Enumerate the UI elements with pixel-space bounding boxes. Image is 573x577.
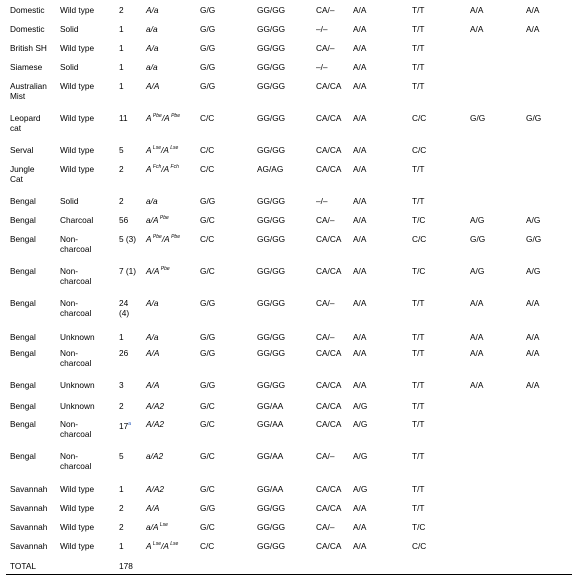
phenotype-cell: Wild type: [60, 5, 95, 15]
breed-cell: Jungle Cat: [10, 164, 35, 184]
genotype-cell-c1: G/G: [200, 348, 216, 358]
genotype-cell-c4: A/A: [353, 541, 367, 551]
genotype-cell-c3: CA/CA: [316, 541, 342, 551]
genotype-cell-c2: GG/GG: [257, 145, 286, 155]
genotype-cell-c7: A/A: [526, 380, 540, 390]
genotype-cell-c7: A/A: [526, 298, 540, 308]
phenotype-cell: Wild type: [60, 522, 95, 532]
asip-genotype-cell: A/A2: [146, 401, 165, 411]
genotype-cell-c6: A/A: [470, 380, 484, 390]
genotype-cell-c4: A/A: [353, 62, 367, 72]
total-value: 178: [119, 561, 133, 571]
genotype-cell-c5: C/C: [412, 234, 427, 244]
genotype-cell-c6: A/G: [470, 266, 485, 276]
genotype-cell-c3: CA/–: [316, 43, 335, 53]
genotype-cell-c2: GG/GG: [257, 348, 286, 358]
phenotype-cell: Non- charcoal: [60, 266, 92, 286]
genotype-cell-c3: CA/–: [316, 332, 335, 342]
genotype-cell-c1: G/G: [200, 5, 216, 15]
phenotype-cell: Wild type: [60, 145, 95, 155]
genotype-cell-c2: GG/GG: [257, 380, 286, 390]
genotype-cell-c7: A/A: [526, 5, 540, 15]
phenotype-cell: Wild type: [60, 81, 95, 91]
genotype-cell-c5: T/T: [412, 24, 425, 34]
genotype-cell-c5: C/C: [412, 541, 427, 551]
count-cell: 2: [119, 503, 124, 513]
genotype-cell-c3: CA/–: [316, 5, 335, 15]
count-cell: 5 (3): [119, 234, 137, 244]
genotype-cell-c2: AG/AG: [257, 164, 284, 174]
genotype-cell-c1: G/G: [200, 196, 216, 206]
bottom-rule: [6, 574, 572, 575]
genotype-cell-c5: T/T: [412, 332, 425, 342]
phenotype-cell: Solid: [60, 196, 79, 206]
asip-genotype-cell: A $^{Pbe}$/A $^{Pbe}$: [146, 234, 180, 244]
genotype-cell-c4: A/G: [353, 451, 368, 461]
genotype-cell-c2: GG/GG: [257, 5, 286, 15]
genotype-cell-c6: G/G: [470, 113, 486, 123]
genotype-cell-c5: T/T: [412, 484, 425, 494]
count-cell: 2: [119, 522, 124, 532]
breed-cell: Bengal: [10, 196, 36, 206]
phenotype-cell: Wild type: [60, 113, 95, 123]
genotype-cell-c2: GG/AA: [257, 451, 284, 461]
count-cell: 1: [119, 541, 124, 551]
genotype-cell-c7: A/A: [526, 332, 540, 342]
genotype-cell-c2: GG/GG: [257, 503, 286, 513]
phenotype-cell: Solid: [60, 24, 79, 34]
breed-cell: Bengal: [10, 401, 36, 411]
genotype-cell-c4: A/A: [353, 266, 367, 276]
genotype-cell-c1: G/G: [200, 332, 216, 342]
count-cell: 24 (4): [119, 298, 130, 318]
genotype-cell-c2: GG/AA: [257, 484, 284, 494]
genotype-cell-c3: –/–: [316, 62, 328, 72]
breed-cell: Australian Mist: [10, 81, 47, 101]
asip-genotype-cell: A/A2: [146, 419, 165, 429]
genotype-cell-c3: CA/CA: [316, 234, 342, 244]
count-cell: 5: [119, 145, 124, 155]
breed-cell: Siamese: [10, 62, 43, 72]
genotype-cell-c2: GG/GG: [257, 24, 286, 34]
genotype-cell-c5: C/C: [412, 145, 427, 155]
genotype-cell-c2: GG/GG: [257, 266, 286, 276]
genotype-cell-c4: A/A: [353, 215, 367, 225]
phenotype-cell: Wild type: [60, 43, 95, 53]
genotype-cell-c4: A/A: [353, 113, 367, 123]
genotype-cell-c6: A/A: [470, 332, 484, 342]
asip-genotype-cell: A $^{Pbe}$/A $^{Pbe}$: [146, 113, 180, 123]
genotype-cell-c6: A/A: [470, 348, 484, 358]
asip-genotype-cell: a/A $^{Lse}$: [146, 522, 168, 532]
count-cell: 5: [119, 451, 124, 461]
asip-genotype-cell: A/a: [146, 5, 159, 15]
genotype-cell-c1: G/G: [200, 43, 216, 53]
genotype-cell-c7: A/A: [526, 24, 540, 34]
genotype-cell-c4: A/A: [353, 5, 367, 15]
genotype-cell-c4: A/A: [353, 24, 367, 34]
genotype-cell-c1: G/C: [200, 401, 215, 411]
genotype-cell-c1: G/G: [200, 81, 216, 91]
genotype-cell-c7: G/G: [526, 234, 542, 244]
genotype-cell-c1: G/G: [200, 62, 216, 72]
genotype-cell-c6: A/A: [470, 298, 484, 308]
count-cell: 2: [119, 164, 124, 174]
phenotype-cell: Wild type: [60, 164, 95, 174]
phenotype-cell: Charcoal: [60, 215, 94, 225]
asip-genotype-cell: A/a: [146, 43, 159, 53]
genotype-cell-c6: A/A: [470, 5, 484, 15]
footnote-link[interactable]: a: [128, 421, 132, 427]
asip-genotype-cell: A/A: [146, 380, 160, 390]
phenotype-cell: Unknown: [60, 332, 95, 342]
breed-cell: Domestic: [10, 5, 45, 15]
genotype-cell-c1: G/G: [200, 503, 216, 513]
genotype-cell-c5: T/T: [412, 298, 425, 308]
genotype-cell-c5: C/C: [412, 113, 427, 123]
genotype-cell-c3: CA/CA: [316, 419, 342, 429]
genotype-cell-c1: G/C: [200, 419, 215, 429]
count-cell: 1: [119, 81, 124, 91]
genotype-cell-c3: CA/–: [316, 522, 335, 532]
asip-genotype-cell: A $^{Fch}$/A $^{Fch}$: [146, 164, 179, 174]
genotype-cell-c4: A/A: [353, 164, 367, 174]
phenotype-cell: Non- charcoal: [60, 348, 92, 368]
genotype-cell-c4: A/G: [353, 484, 368, 494]
breed-cell: Savannah: [10, 503, 48, 513]
genotype-cell-c1: G/C: [200, 266, 215, 276]
genotype-cell-c7: A/G: [526, 266, 541, 276]
genotype-cell-c3: CA/CA: [316, 266, 342, 276]
asip-genotype-cell: a/A $^{Pbe}$: [146, 215, 169, 225]
genotype-cell-c7: G/G: [526, 113, 542, 123]
genotype-cell-c5: T/T: [412, 401, 425, 411]
genotype-cell-c3: CA/–: [316, 215, 335, 225]
genotype-cell-c2: GG/GG: [257, 43, 286, 53]
genotype-cell-c4: A/A: [353, 234, 367, 244]
genotype-cell-c3: CA/CA: [316, 145, 342, 155]
genotype-cell-c3: CA/–: [316, 298, 335, 308]
count-cell: 11: [119, 113, 128, 123]
genotype-cell-c2: GG/GG: [257, 215, 286, 225]
genotype-cell-c1: G/C: [200, 522, 215, 532]
genotype-cell-c1: G/G: [200, 298, 216, 308]
genotype-cell-c2: GG/GG: [257, 62, 286, 72]
breed-cell: Bengal: [10, 419, 36, 429]
phenotype-cell: Non- charcoal: [60, 298, 92, 318]
breed-cell: Savannah: [10, 522, 48, 532]
genotype-cell-c1: G/C: [200, 451, 215, 461]
genotype-cell-c4: A/A: [353, 503, 367, 513]
asip-genotype-cell: a/a: [146, 62, 158, 72]
phenotype-cell: Unknown: [60, 401, 95, 411]
genotype-cell-c4: A/A: [353, 145, 367, 155]
genotype-cell-c5: T/T: [412, 380, 425, 390]
genotype-cell-c5: T/T: [412, 503, 425, 513]
genotype-cell-c3: CA/CA: [316, 348, 342, 358]
breed-cell: Bengal: [10, 234, 36, 244]
genotype-cell-c2: GG/GG: [257, 298, 286, 308]
genotype-cell-c2: GG/GG: [257, 332, 286, 342]
breed-cell: Bengal: [10, 451, 36, 461]
asip-genotype-cell: A/A: [146, 348, 160, 358]
asip-genotype-cell: a/A2: [146, 451, 164, 461]
genotype-cell-c7: A/A: [526, 348, 540, 358]
genotype-cell-c5: T/T: [412, 419, 425, 429]
genotype-cell-c1: G/C: [200, 484, 215, 494]
genotype-cell-c5: T/C: [412, 215, 426, 225]
genotype-cell-c5: T/T: [412, 43, 425, 53]
breed-cell: Bengal: [10, 266, 36, 276]
genotype-cell-c5: T/T: [412, 348, 425, 358]
genotype-cell-c2: GG/GG: [257, 81, 286, 91]
genotype-cell-c2: GG/AA: [257, 419, 284, 429]
asip-genotype-cell: A/A $^{Pbe}$: [146, 266, 170, 276]
genotype-cell-c4: A/A: [353, 380, 367, 390]
breed-cell: Bengal: [10, 348, 36, 358]
genotype-cell-c1: C/C: [200, 145, 215, 155]
genotype-cell-c3: CA/CA: [316, 113, 342, 123]
asip-genotype-cell: a/a: [146, 24, 158, 34]
total-label: TOTAL: [10, 561, 36, 571]
genotype-cell-c5: T/T: [412, 81, 425, 91]
phenotype-cell: Solid: [60, 62, 79, 72]
phenotype-cell: Wild type: [60, 541, 95, 551]
genotype-cell-c6: A/A: [470, 24, 484, 34]
genotype-cell-c5: T/T: [412, 196, 425, 206]
genotype-cell-c2: GG/GG: [257, 541, 286, 551]
genotype-cell-c4: A/G: [353, 401, 368, 411]
breed-cell: Bengal: [10, 215, 36, 225]
count-cell: 2: [119, 196, 124, 206]
asip-genotype-cell: A $^{Lse}$/A $^{Lse}$: [146, 145, 179, 155]
asip-genotype-cell: A/A: [146, 81, 160, 91]
asip-genotype-cell: A $^{Lse}$/A $^{Lse}$: [146, 541, 179, 551]
count-cell: 1: [119, 332, 124, 342]
asip-genotype-cell: A/a: [146, 332, 159, 342]
breed-cell: Serval: [10, 145, 34, 155]
count-cell: 7 (1): [119, 266, 137, 276]
genotype-cell-c4: A/A: [353, 522, 367, 532]
breed-cell: Bengal: [10, 380, 36, 390]
count-cell: 2: [119, 5, 124, 15]
genotype-cell-c1: G/C: [200, 215, 215, 225]
genotype-cell-c4: A/A: [353, 298, 367, 308]
genotype-cell-c6: G/G: [470, 234, 486, 244]
genotype-cell-c4: A/A: [353, 81, 367, 91]
genotype-cell-c2: GG/GG: [257, 522, 286, 532]
count-cell: 1: [119, 484, 124, 494]
genotype-cell-c3: CA/CA: [316, 401, 342, 411]
genotype-cell-c5: T/T: [412, 164, 425, 174]
genotype-cell-c3: CA/CA: [316, 484, 342, 494]
genotype-cell-c5: T/T: [412, 62, 425, 72]
count-cell: 17$^a$: [119, 420, 132, 431]
genotype-cell-c1: G/G: [200, 380, 216, 390]
asip-genotype-cell: a/a: [146, 196, 158, 206]
breed-cell: British SH: [10, 43, 47, 53]
count-cell: 56: [119, 215, 129, 225]
count-cell: 26: [119, 348, 129, 358]
count-cell: 1: [119, 24, 124, 34]
genotype-cell-c2: GG/GG: [257, 113, 286, 123]
phenotype-cell: Wild type: [60, 484, 95, 494]
phenotype-cell: Non- charcoal: [60, 419, 92, 439]
asip-genotype-cell: A/A2: [146, 484, 165, 494]
phenotype-cell: Non- charcoal: [60, 451, 92, 471]
genotype-cell-c3: –/–: [316, 196, 328, 206]
genotype-cell-c3: CA/CA: [316, 164, 342, 174]
genotype-cell-c3: CA/–: [316, 451, 335, 461]
genotype-cell-c3: CA/CA: [316, 81, 342, 91]
genotype-cell-c2: GG/AA: [257, 401, 284, 411]
breed-cell: Leopard cat: [10, 113, 41, 133]
breed-cell: Bengal: [10, 298, 36, 308]
genotype-cell-c5: T/T: [412, 5, 425, 15]
genotype-cell-c3: –/–: [316, 24, 328, 34]
genotype-cell-c4: A/A: [353, 43, 367, 53]
breed-cell: Savannah: [10, 541, 48, 551]
genotype-cell-c4: A/A: [353, 196, 367, 206]
genotype-cell-c5: T/C: [412, 522, 426, 532]
phenotype-cell: Unknown: [60, 380, 95, 390]
genotype-cell-c6: A/G: [470, 215, 485, 225]
asip-genotype-cell: A/a: [146, 298, 159, 308]
breed-cell: Domestic: [10, 24, 45, 34]
genotype-cell-c1: C/C: [200, 541, 215, 551]
genotype-cell-c1: C/C: [200, 164, 215, 174]
phenotype-cell: Non- charcoal: [60, 234, 92, 254]
asip-genotype-cell: A/A: [146, 503, 160, 513]
genotype-cell-c4: A/A: [353, 348, 367, 358]
genotype-cell-c3: CA/CA: [316, 503, 342, 513]
genotype-cell-c2: GG/GG: [257, 234, 286, 244]
genotype-cell-c1: G/G: [200, 24, 216, 34]
genotype-cell-c3: CA/CA: [316, 380, 342, 390]
genotype-cell-c5: T/T: [412, 451, 425, 461]
phenotype-cell: Wild type: [60, 503, 95, 513]
genotype-cell-c2: GG/GG: [257, 196, 286, 206]
genotype-cell-c4: A/A: [353, 332, 367, 342]
count-cell: 3: [119, 380, 124, 390]
genotype-cell-c4: A/G: [353, 419, 368, 429]
count-cell: 1: [119, 62, 124, 72]
breed-cell: Savannah: [10, 484, 48, 494]
genotype-cell-c1: C/C: [200, 113, 215, 123]
breed-cell: Bengal: [10, 332, 36, 342]
count-cell: 1: [119, 43, 124, 53]
genotype-cell-c1: C/C: [200, 234, 215, 244]
genotype-cell-c5: T/C: [412, 266, 426, 276]
count-cell: 2: [119, 401, 124, 411]
genotype-cell-c7: A/G: [526, 215, 541, 225]
